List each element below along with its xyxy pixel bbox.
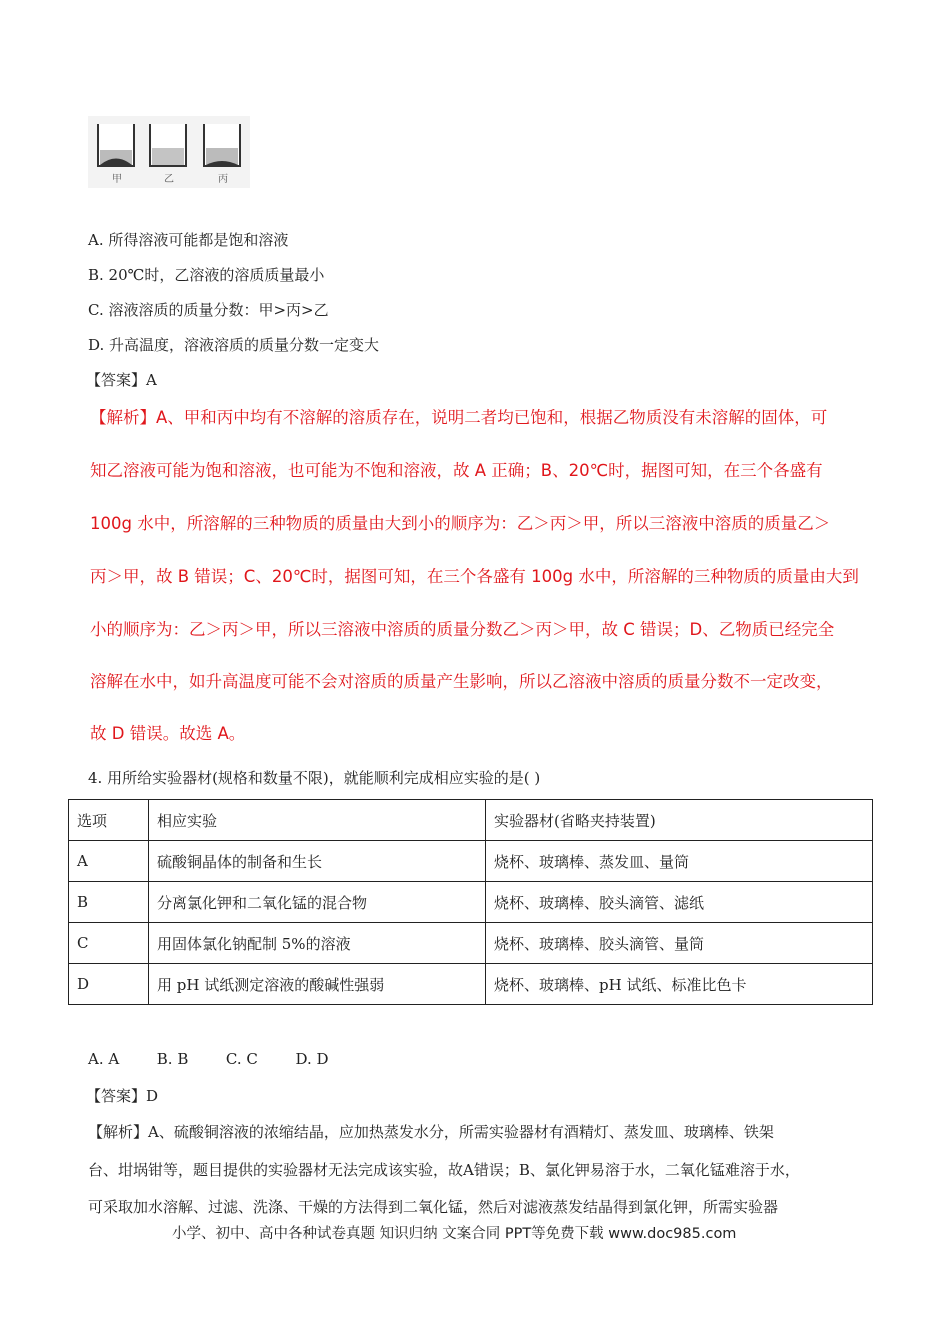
table-row bbox=[69, 882, 873, 923]
label-jia: 甲 bbox=[112, 174, 122, 185]
table-row bbox=[69, 841, 873, 882]
label-yi: 乙 bbox=[164, 174, 174, 185]
experiment-table bbox=[68, 799, 873, 1005]
table-header-row bbox=[69, 800, 873, 841]
table-cell: D bbox=[69, 964, 149, 1005]
table-cell: 烧杯、玻璃棒、蒸发皿、量筒 bbox=[486, 841, 873, 882]
analysis-line: 可采取加水溶解、过滤、洗涤、干燥的方法得到二氧化锰，然后对滤液蒸发结晶得到氯化钾，所需实验器 bbox=[88, 1198, 779, 1216]
option-a: A. 所得溶液可能都是饱和溶液 bbox=[88, 231, 289, 249]
page-footer: 小学、初中、高中各种试卷真题 知识归纳 文案合同 PPT等免费下载 www.doc985.com bbox=[172, 1226, 737, 1242]
analysis-line: 台、坩埚钳等，题目提供的实验器材无法完成该实验，故A错误；B、氯化钾易溶于水，二氧化锰难溶于水， bbox=[88, 1161, 800, 1179]
question-4: 4. 用所给实验器材(规格和数量不限)，就能顺利完成相应实验的是( ) bbox=[88, 769, 541, 787]
analysis-line: 100g 水中，所溶解的三种物质的质量由大到小的顺序为：乙＞丙＞甲，所以三溶液中溶质的质量乙＞ bbox=[90, 514, 831, 533]
choice-c: C. C bbox=[225, 1050, 258, 1068]
analysis-line: 【解析】A、硫酸铜溶液的浓缩结晶，应加热蒸发水分，所需实验器材有酒精灯、蒸发皿、玻璃棒、铁架 bbox=[88, 1123, 774, 1141]
choices-q4 bbox=[88, 1050, 329, 1068]
beaker-bing bbox=[204, 124, 240, 166]
table-cell: 用 pH 试纸测定溶液的酸碱性强弱 bbox=[149, 964, 486, 1005]
analysis-line: 丙＞甲，故 B 错误；C、20℃时，据图可知，在三个各盛有 100g 水中，所溶解的三种物质的质量由大到 bbox=[90, 567, 859, 586]
analysis-line: 【解析】A、甲和丙中均有不溶解的溶质存在，说明二者均已饱和，根据乙物质没有未溶解的固体，可 bbox=[90, 408, 828, 427]
table-cell: 硫酸铜晶体的制备和生长 bbox=[149, 841, 486, 882]
beaker-jia bbox=[98, 124, 134, 166]
label-bing: 丙 bbox=[218, 174, 228, 185]
table-cell: 用固体氯化钠配制 5%的溶液 bbox=[149, 923, 486, 964]
table-cell: B bbox=[69, 882, 149, 923]
table-cell: 烧杯、玻璃棒、胶头滴管、滤纸 bbox=[486, 882, 873, 923]
choice-d: D. D bbox=[295, 1050, 329, 1068]
beakers-figure bbox=[88, 116, 250, 188]
table-cell: 分离氯化钾和二氧化锰的混合物 bbox=[149, 882, 486, 923]
beaker-yi bbox=[150, 124, 186, 166]
analysis-line: 溶解在水中，如升高温度可能不会对溶质的质量产生影响，所以乙溶液中溶质的质量分数不一定改变， bbox=[90, 672, 833, 691]
answer-q3: 【答案】A bbox=[86, 371, 157, 389]
table-cell: 烧杯、玻璃棒、胶头滴管、量筒 bbox=[486, 923, 873, 964]
analysis-line: 知乙溶液可能为饱和溶液，也可能为不饱和溶液，故 A 正确；B、20℃时，据图可知，在三个各盛有 bbox=[90, 461, 823, 480]
choice-b: B. B bbox=[156, 1050, 189, 1068]
table-header-cell: 选项 bbox=[69, 800, 149, 841]
table-cell: A bbox=[69, 841, 149, 882]
answer-q4: 【答案】D bbox=[86, 1087, 159, 1105]
analysis-line: 小的顺序为：乙＞丙＞甲，所以三溶液中溶质的质量分数乙＞丙＞甲，故 C 错误；D、乙物质已经完全 bbox=[90, 620, 835, 639]
option-c: C. 溶液溶质的质量分数：甲>丙>乙 bbox=[88, 301, 329, 319]
table-row bbox=[69, 923, 873, 964]
option-b: B. 20℃时，乙溶液的溶质质量最小 bbox=[88, 266, 325, 284]
table-cell: 烧杯、玻璃棒、pH 试纸、标准比色卡 bbox=[486, 964, 873, 1005]
analysis-line: 故 D 错误。故选 A。 bbox=[90, 724, 246, 743]
table-cell: C bbox=[69, 923, 149, 964]
choice-a: A. A bbox=[88, 1050, 120, 1068]
table-row bbox=[69, 964, 873, 1005]
table-header-cell: 实验器材(省略夹持装置) bbox=[486, 800, 873, 841]
table-header-cell: 相应实验 bbox=[149, 800, 486, 841]
option-d: D. 升高温度，溶液溶质的质量分数一定变大 bbox=[88, 336, 380, 354]
